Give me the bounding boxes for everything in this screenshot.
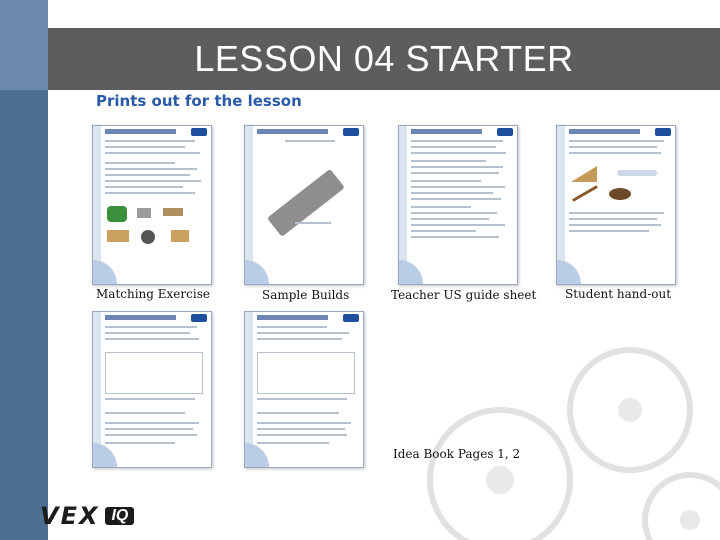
caption-idea-book: Idea Book Pages 1, 2 xyxy=(393,447,521,461)
vex-logo-text: VEX xyxy=(40,502,100,530)
caption-matching: Matching Exercise xyxy=(96,287,210,301)
prints-subtitle: Prints out for the lesson xyxy=(96,92,302,110)
left-accent-bar-top xyxy=(0,0,48,90)
vex-iq-logo xyxy=(40,502,134,530)
sample-builds-sheet xyxy=(244,125,364,285)
caption-student-handout: Student hand-out xyxy=(565,287,672,301)
lesson-title-bar xyxy=(48,28,720,90)
idea-book-page-1 xyxy=(92,311,212,468)
caption-sample-builds: Sample Builds xyxy=(262,288,350,302)
idea-book-page-2 xyxy=(244,311,364,468)
teacher-guide-sheet xyxy=(398,125,518,285)
gears-decoration xyxy=(420,300,720,540)
caption-teacher-guide: Teacher US guide sheet xyxy=(391,288,537,302)
matching-exercise-sheet xyxy=(92,125,212,285)
iq-logo-text: IQ xyxy=(105,507,134,525)
student-handout-sheet xyxy=(556,125,676,285)
lesson-title: LESSON 04 STARTER xyxy=(194,38,574,79)
